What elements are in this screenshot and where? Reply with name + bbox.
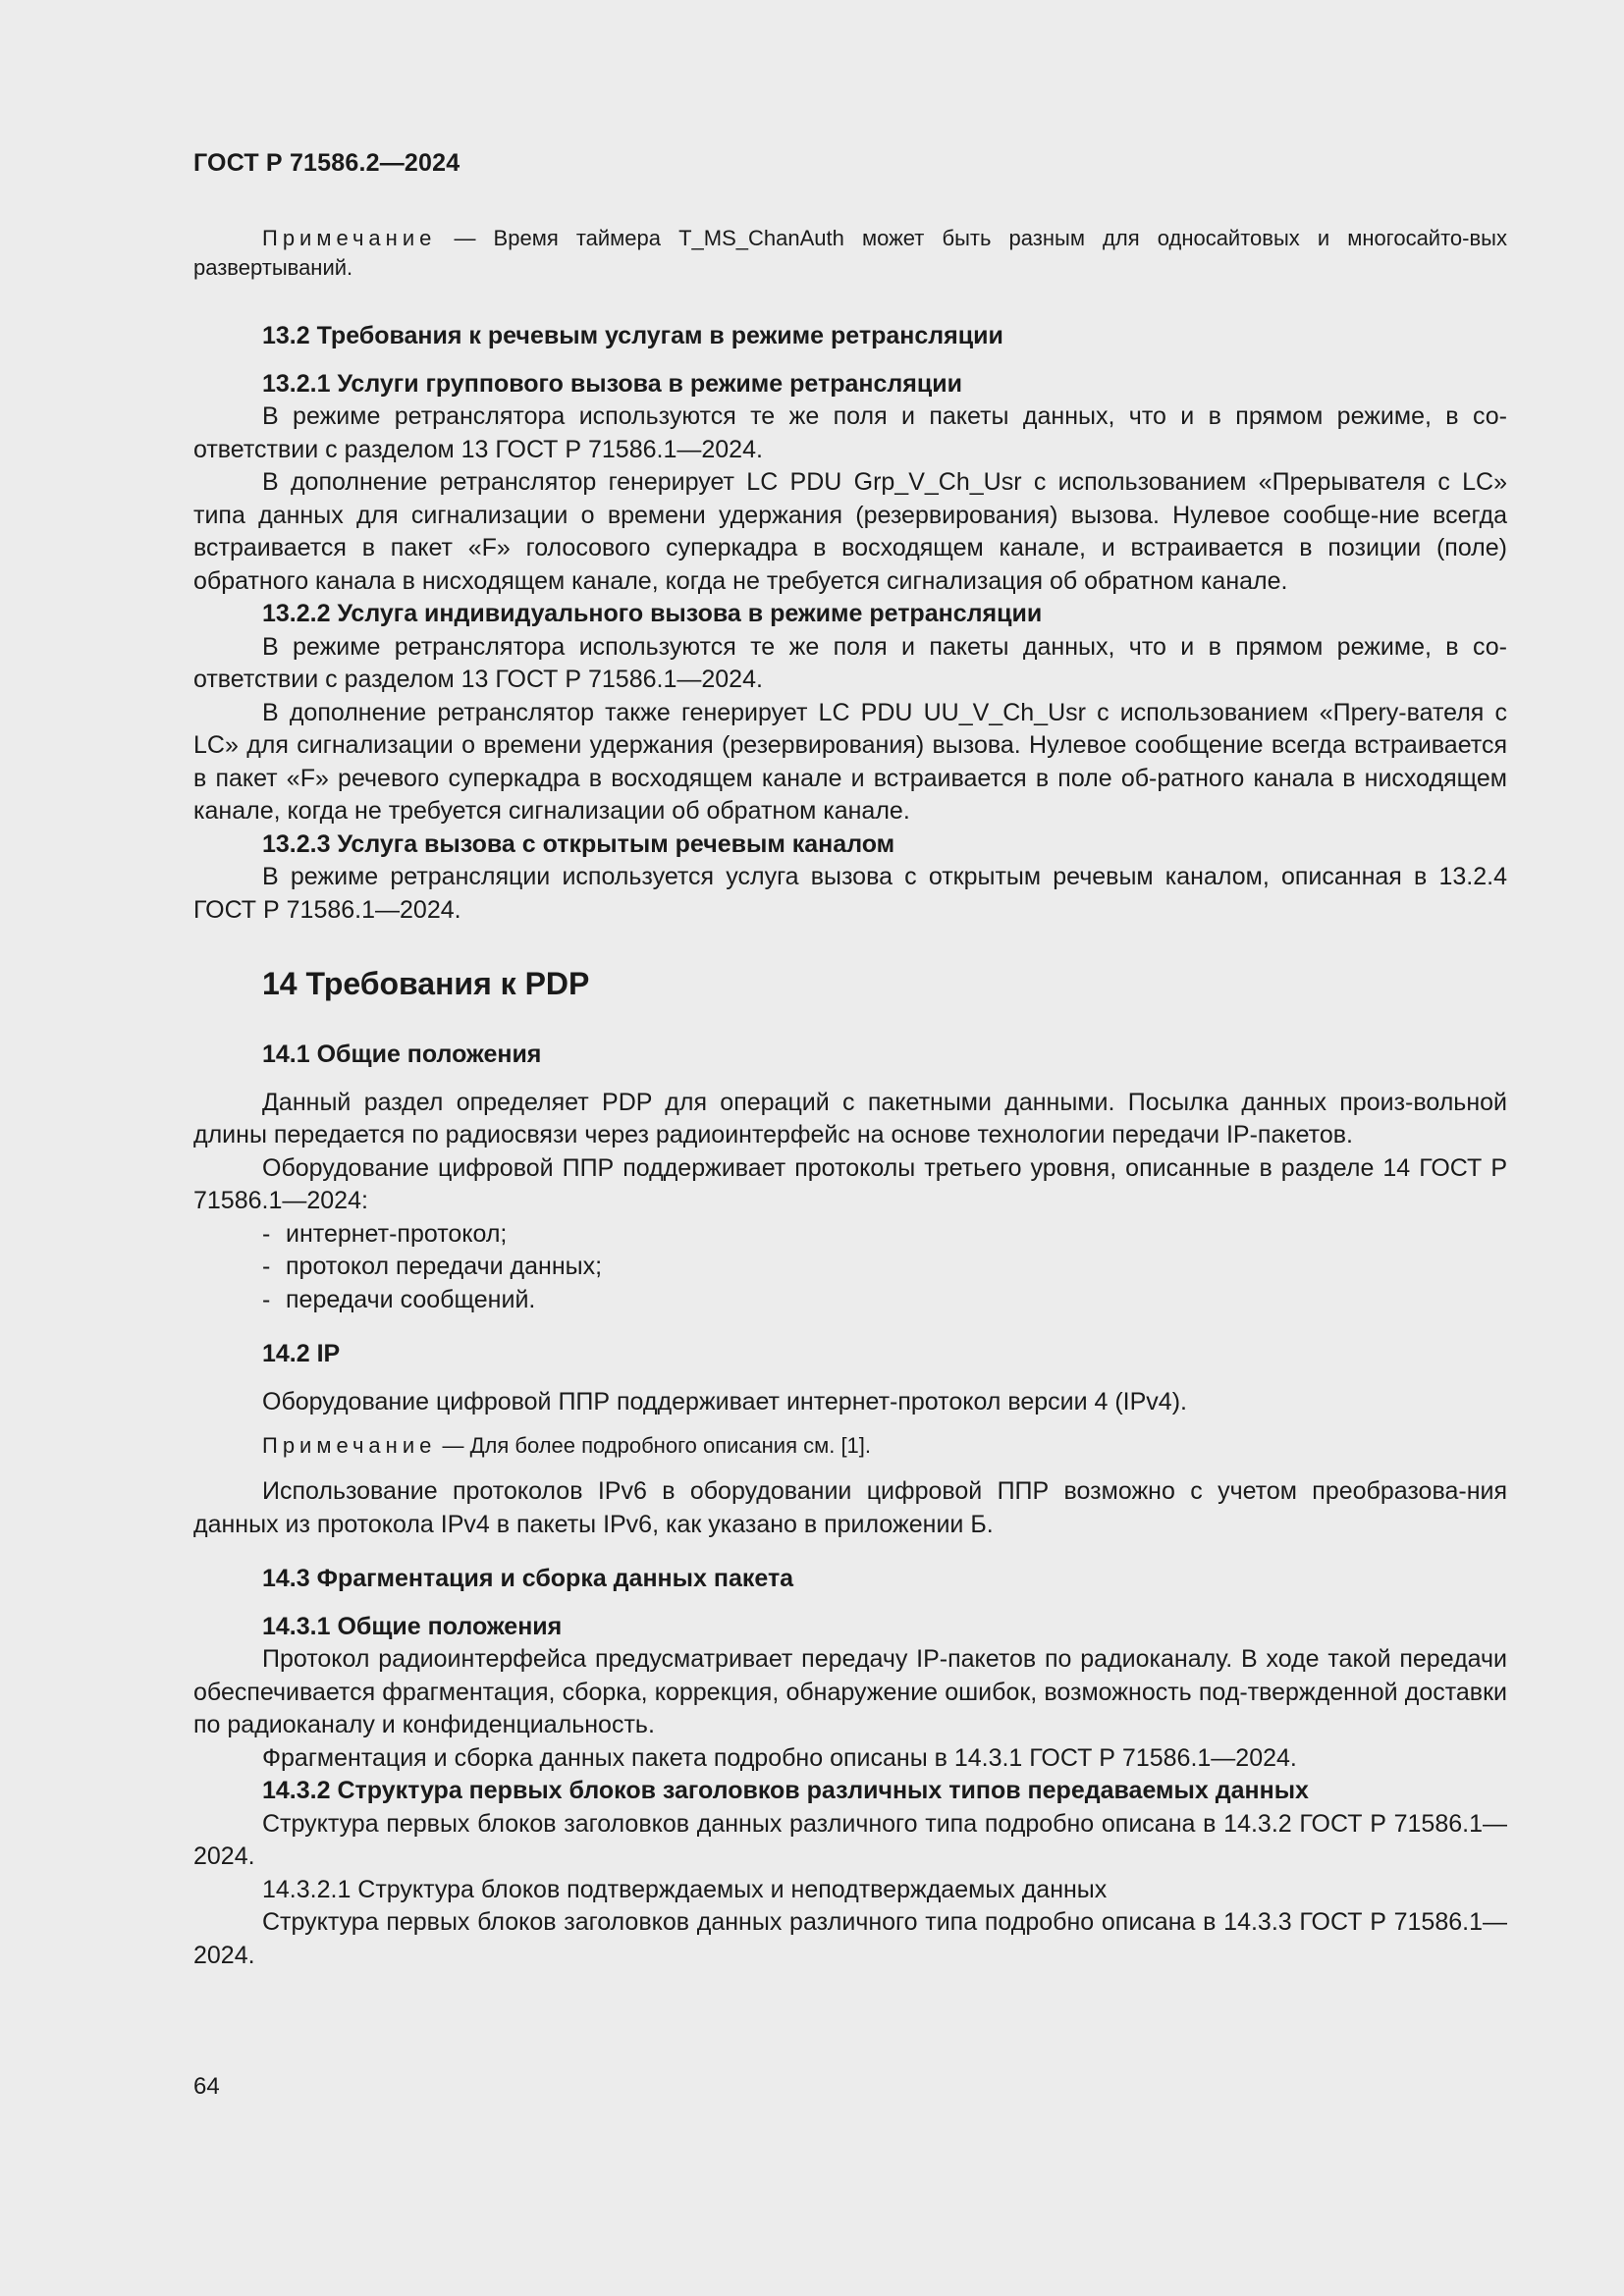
heading-14: 14 Требования к PDP xyxy=(262,966,590,1001)
heading-13-2-1: 13.2.1 Услуги группового вызова в режиме ретрансляции xyxy=(262,369,962,398)
note-text: Время таймера T_MS_ChanAuth может быть разным для односайтовых и многосайто-вых развертываний. xyxy=(193,226,1507,280)
note-timer xyxy=(193,224,1507,283)
paragraph: В режиме ретранслятора используются те же поля и пакеты данных, что и в прямом режиме, в со-ответствии с разделом 13 ГОСТ Р 71586.1—2024. xyxy=(193,402,1507,463)
paragraph: Структура первых блоков заголовков данных различного типа подробно описана в 14.3.2 ГОСТ Р 71586.1—2024. xyxy=(193,1809,1507,1870)
note-ipv4 xyxy=(193,1431,1507,1461)
heading-14-3-2: 14.3.2 Структура первых блоков заголовков различных типов передаваемых данных xyxy=(262,1777,1309,1804)
list-item: - передачи сообщений. xyxy=(262,1285,536,1313)
paragraph: В дополнение ретранслятор также генерирует LC PDU UU_V_Ch_Usr с использованием «Прery-вателя с LC» для сигнализации о времени удержания (резервирования) вызова. Нулевое сообщение всегда встраивается в пакет «F» речевого суперкадра в восходящем канале и встраивается в поле об-ратного канала в нисходящем канале, когда не требуется сигнализации об обратном канале. xyxy=(193,698,1507,825)
paragraph: Протокол радиоинтерфейса предусматривает передачу IP-пакетов по радиоканалу. В ходе такой передачи обеспечивается фрагментация, сборка, коррекция, обнаружение ошибок, возможность под-твержденной доставки по радиоканалу и конфиденциальность. xyxy=(193,1645,1507,1738)
page-number: 64 xyxy=(193,2073,220,2100)
list-item: - интернет-протокол; xyxy=(262,1219,508,1248)
note-label: Примечание xyxy=(262,226,437,250)
paragraph: Фрагментация и сборка данных пакета подробно описаны в 14.3.1 ГОСТ Р 71586.1—2024. xyxy=(262,1743,1297,1772)
subheading-14-3-2-1: 14.3.2.1 Структура блоков подтверждаемых и неподтверждаемых данных xyxy=(262,1875,1108,1903)
paragraph: В режиме ретрансляции используется услуга вызова с открытым речевым каналом, описанная в 13.2.4 ГОСТ Р 71586.1—2024. xyxy=(193,863,1507,924)
document-header: ГОСТ Р 71586.2—2024 xyxy=(193,149,460,177)
note-label: Примечание xyxy=(262,1433,437,1458)
heading-14-1: 14.1 Общие положения xyxy=(262,1041,542,1068)
note-text: Для более подробного описания см. [1]. xyxy=(469,1433,872,1458)
note-dash: — xyxy=(436,1433,470,1458)
paragraph: Структура первых блоков заголовков данных различного типа подробно описана в 14.3.3 ГОСТ Р 71586.1—2024. xyxy=(193,1908,1507,1969)
paragraph: Данный раздел определяет PDP для операций с пакетными данными. Посылка данных произ-вольной длины передается по радиосвязи через радиоинтерфейс на основе технологии передачи IP-пакетов. xyxy=(193,1088,1507,1148)
heading-13-2: 13.2 Требования к речевым услугам в режиме ретрансляции xyxy=(262,322,1003,349)
paragraph: Оборудование цифровой ППР поддерживает протоколы третьего уровня, описанные в разделе 14 ГОСТ Р 71586.1—2024: xyxy=(193,1153,1507,1214)
heading-13-2-3: 13.2.3 Услуга вызова с открытым речевым каналом xyxy=(262,829,895,858)
heading-13-2-2: 13.2.2 Услуга индивидуального вызова в режиме ретрансляции xyxy=(262,600,1043,627)
list-item: - протокол передачи данных; xyxy=(262,1253,603,1280)
note-dash: — xyxy=(436,226,494,250)
paragraph: Использование протоколов IPv6 в оборудовании цифровой ППР возможно с учетом преобразова-ния данных из протокола IPv4 в пакеты IPv6, как указано в приложении Б. xyxy=(193,1477,1507,1538)
heading-14-3: 14.3 Фрагментация и сборка данных пакета xyxy=(262,1565,794,1592)
paragraph: В дополнение ретранслятор генерирует LC PDU Grp_V_Ch_Usr с использованием «Прерывателя с LC» типа данных для сигнализации о времени удержания (резервирования) вызова. Нулевое сообще-ние всегда встраивается в пакет «F» голосового суперкадра в восходящем канале, и встраивается в позиции (поле) обратного канала в нисходящем канале, когда не требуется сигнализация об обратном канале. xyxy=(193,468,1507,595)
heading-14-2: 14.2 IP xyxy=(262,1340,341,1367)
heading-14-3-1: 14.3.1 Общие положения xyxy=(262,1612,563,1640)
paragraph: Оборудование цифровой ППР поддерживает интернет-протокол версии 4 (IPv4). xyxy=(262,1387,1187,1415)
paragraph: В режиме ретранслятора используются те же поля и пакеты данных, что и в прямом режиме, в со-ответствии с разделом 13 ГОСТ Р 71586.1—2024. xyxy=(193,632,1507,693)
document-body xyxy=(193,224,1507,1972)
